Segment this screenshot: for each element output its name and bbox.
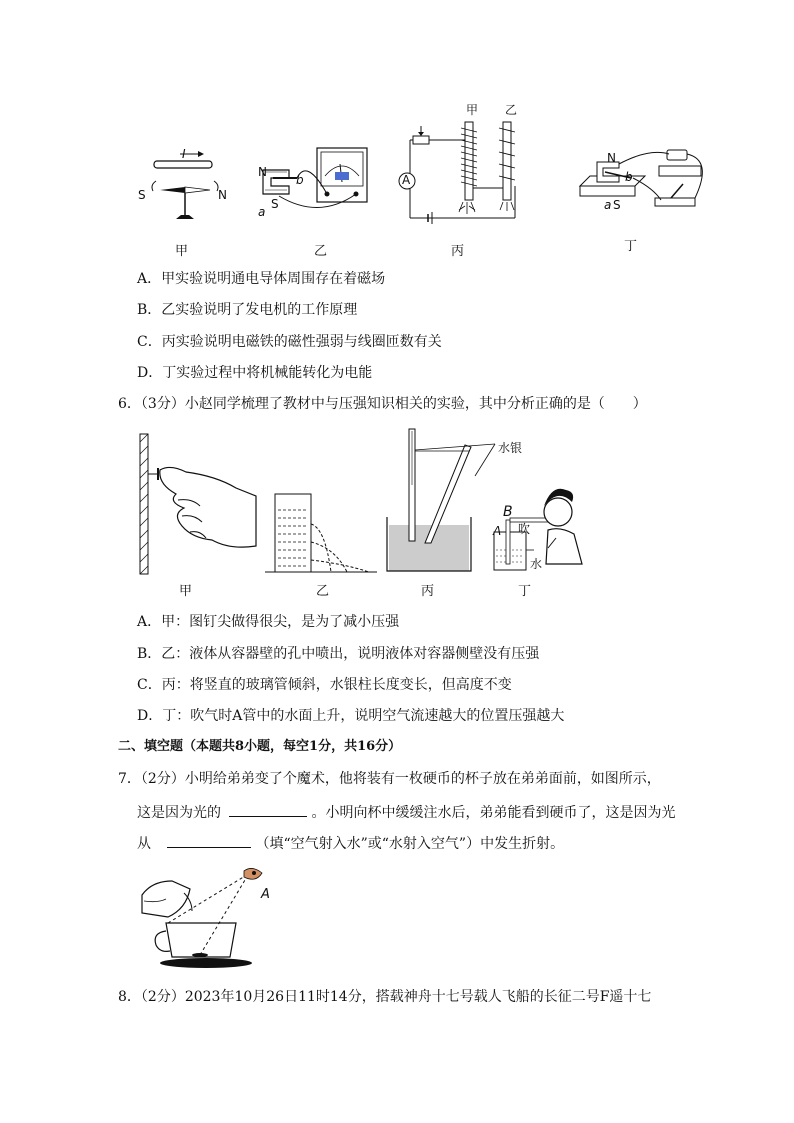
- q7-blank-1[interactable]: [229, 802, 307, 817]
- q6-stem: 6．（3分）小赵同学梳理了教材中与压强知识相关的实验，其中分析正确的是（ ）: [118, 396, 647, 412]
- label-yi-south: S: [271, 197, 279, 211]
- q6-option-d: D．丁：吹气时A管中的水面上升，说明空气流速越大的位置压强越大: [137, 708, 565, 724]
- q6-caption-yi: 乙: [316, 584, 330, 599]
- label-ding-a: a: [604, 198, 612, 212]
- q7-label-a: A: [261, 887, 270, 902]
- q7-line-2: [137, 802, 675, 822]
- q6-figure-jia: [138, 430, 263, 575]
- section-heading: 二、填空题（本题共8小题，每空1分，共16分）: [118, 739, 402, 754]
- label-ding-north: N: [607, 151, 616, 165]
- q7-figure: [138, 865, 278, 975]
- label-bing-yi: 乙: [505, 103, 518, 117]
- q6-option-b: B．乙：液体从容器壁的孔中喷出，说明液体对容器侧壁没有压强: [137, 646, 540, 662]
- label-water: 水: [530, 557, 543, 571]
- label-mercury: 水银: [498, 441, 523, 455]
- label-yi-a: a: [258, 205, 266, 219]
- q5-option-d: D．丁实验过程中将机械能转化为电能: [137, 365, 373, 381]
- label-a-tube: A: [493, 524, 502, 538]
- q7-line-2-end: 。小明向杯中缓缓注水后，弟弟能看到硬币了，这是因为光: [311, 805, 676, 821]
- q5-caption-bing: 丙: [451, 244, 465, 259]
- q5-option-c: C．丙实验说明电磁铁的磁性强弱与线圈匝数有关: [137, 334, 442, 350]
- q7-line-3-end: （填“空气射入水”或“水射入空气”）中发生折射。: [255, 836, 565, 852]
- label-yi-b: b: [296, 173, 304, 187]
- label-ding-b: b: [625, 170, 633, 184]
- q6-caption-jia: 甲: [179, 584, 193, 599]
- q6-option-a: A．甲：图钉尖做得很尖，是为了减小压强: [137, 614, 400, 630]
- q6-caption-ding: 丁: [518, 584, 532, 599]
- label-ding-south: S: [613, 198, 621, 212]
- q7-line-2-start: 这是因为光的: [137, 805, 221, 821]
- q5-caption-yi: 乙: [314, 244, 328, 259]
- q6-option-c: C．丙：将竖直的玻璃管倾斜，水银柱长度变长，但高度不变: [137, 677, 512, 693]
- q5-caption-ding: 丁: [624, 239, 638, 254]
- label-bing-jia: 甲: [466, 103, 479, 117]
- q5-option-b: B．乙实验说明了发电机的工作原理: [137, 302, 358, 318]
- q7-line-3: [137, 833, 564, 853]
- label-north: N: [218, 188, 227, 202]
- label-south: S: [138, 188, 146, 202]
- q7-line-3-start: 从: [137, 836, 151, 852]
- q5-option-a: A．甲实验说明通电导体周围存在着磁场: [137, 271, 386, 287]
- q7-blank-2[interactable]: [167, 833, 251, 848]
- q6-figure-yi: [265, 490, 380, 575]
- label-current: I: [182, 147, 186, 161]
- mercury-pointer: [415, 440, 495, 480]
- q7-line-1: 7．（2分）小明给弟弟变了个魔术，他将装有一枚硬币的杯子放在弟弟面前，如图所示，: [118, 771, 661, 787]
- label-yi-north: N: [258, 165, 267, 179]
- q8-line-1: 8．（2分）2023年10月26日11时14分，搭载神舟十七号载人飞船的长征二号F遥十七: [118, 989, 652, 1005]
- q5-figure-ding: [575, 148, 715, 213]
- q6-caption-bing: 丙: [421, 584, 435, 599]
- label-ammeter: A: [402, 173, 411, 187]
- label-b-tube: B: [503, 504, 513, 520]
- label-blow: 吹: [518, 522, 531, 536]
- q5-caption-jia: 甲: [175, 244, 189, 259]
